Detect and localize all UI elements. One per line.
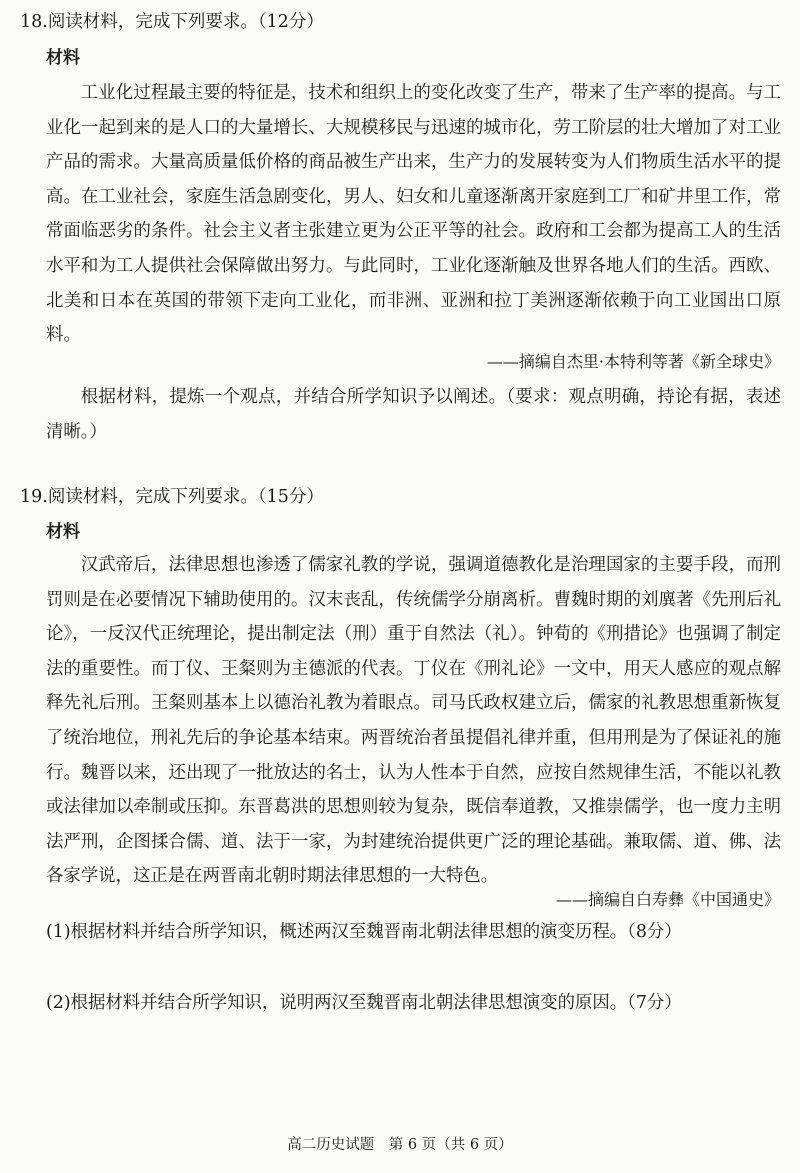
question-19-header: 19.阅读材料，完成下列要求。（15分）: [20, 487, 324, 507]
question-19-material-label: 材料: [46, 522, 80, 542]
question-19-citation: ——摘编自白寿彝《中国通史》: [555, 890, 780, 909]
question-18-header: 18.阅读材料，完成下列要求。（12分）: [20, 12, 324, 32]
question-18-material-paragraph: 工业化过程最主要的特征是，技术和组织上的变化改变了生产，带来了生产率的提高。与工业化一起到来的是人口的大量增长、大规模移民与迅速的城市化，劳工阶层的壮大增加了对工业产品的需求。大量高质量低价格的商品被生产出来，生产力的发展转变为人们物质生活水平的提高。在工业社会，家庭生活急剧变化，男人、妇女和儿童逐渐离开家庭到工厂和矿井里工作，常常面临恶劣的条件。社会主义者主张建立更为公正平等的社会。政府和工会都为提高工人的生活水平和为工人提供社会保障做出努力。与此同时，工业化逐渐触及世界各地人们的生活。西欧、北美和日本在英国的带领下走向工业化，而非洲、亚洲和拉丁美洲逐渐依赖于向工业国出口原料。: [46, 83, 781, 346]
question-19-sub-2: (2)根据材料并结合所学知识，说明两汉至魏晋南北朝法律思想演变的原因。（7分）: [46, 993, 682, 1013]
question-18-material-label: 材料: [46, 48, 80, 68]
question-18-citation: ——摘编自杰里·本特利等著《新全球史》: [486, 352, 780, 371]
question-18-task: 根据材料，提炼一个观点，并结合所学知识予以阐述。（要求：观点明确，持论有据，表述清晰。）: [46, 387, 781, 442]
question-19-sub-1: (1)根据材料并结合所学知识，概述两汉至魏晋南北朝法律思想的演变历程。（8分）: [46, 922, 682, 942]
question-19-material-paragraph: 汉武帝后，法律思想也渗透了儒家礼教的学说，强调道德教化是治理国家的主要手段，而刑罚则是在必要情况下辅助使用的。汉末丧乱，传统儒学分崩离析。曹魏时期的刘廙著《先刑后礼论》，一反汉代正统理论，提出制定法（刑）重于自然法（礼）。钟荀的《刑措论》也强调了制定法的重要性。而丁仪、王粲则为主德派的代表。丁仪在《刑礼论》一文中，用天人感应的观点解释先礼后刑。王粲则基本上以德治礼教为着眼点。司马氏政权建立后，儒家的礼教思想重新恢复了统治地位，刑礼先后的争论基本结束。两晋统治者虽提倡礼律并重，但用刑是为了保证礼的施行。魏晋以来，还出现了一批放达的名士，认为人性本于自然，应按自然规律生活，不能以礼教或法律加以牵制或压抑。东晋葛洪的思想则较为复杂，既信奉道教，又推崇儒学，也一度力主明法严刑，企图揉合儒、道、法于一家，为封建统治提供更广泛的理论基础。兼取儒、道、佛、法各家学说，这正是在两晋南北朝时期法律思想的一大特色。: [46, 555, 781, 887]
page-footer: 高二历史试题 第 6 页（共 6 页）: [287, 1137, 513, 1153]
